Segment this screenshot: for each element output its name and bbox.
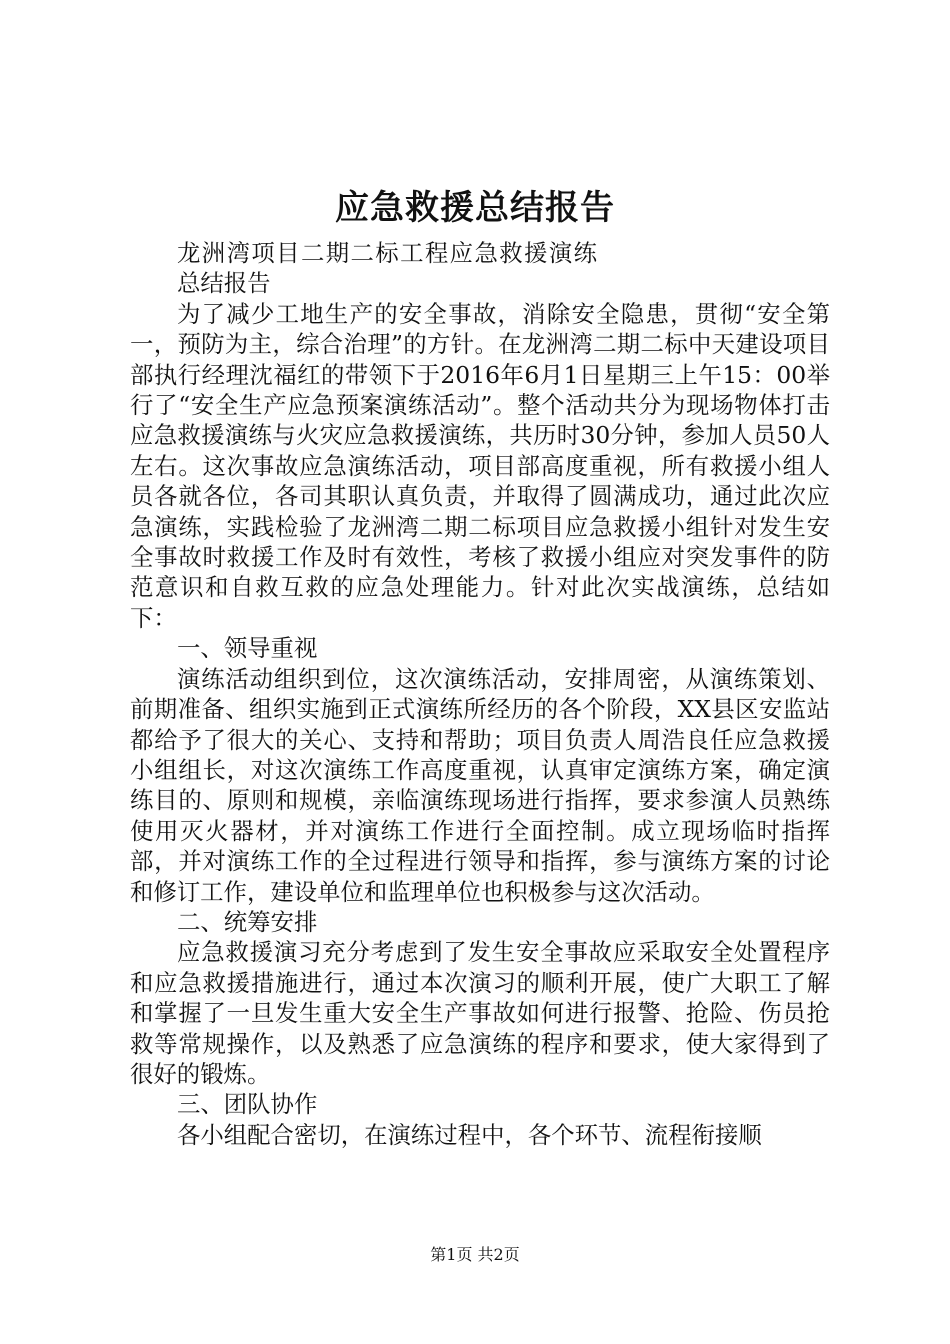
document-title: 应急救援总结报告	[335, 188, 615, 228]
document-subtitle: 龙洲湾项目二期二标工程应急救援演练总结报告	[177, 239, 597, 298]
intro-paragraph: 为了减少工地生产的安全事故，消除安全隐患，贯彻“安全第一，预防为主，综合治理”的方针。在龙洲湾二期二标中天建设项目部执行经理沈福红的带领下于2016年6月1日星期三上午15：00举行了“安全生产应急预案演练活动”。整个活动共分为现场物体打击应急救援演练与火灾应急救援演练，共历时30分钟，参加人员50人左右。这次事故应急演练活动，项目部高度重视，所有救援小组人员各就各位，各司其职认真负责，并取得了圆满成功，通过此次应急演练，实践检验了龙洲湾二期二标项目应急救援小组针对发生安全事故时救援工作及时有效性，考核了救援小组应对突发事件的防范意识和自救互救的应急处理能力。针对此次实战演练，总结如下：	[130, 299, 830, 632]
section-heading-3: 三、团队协作	[177, 1090, 318, 1119]
section-heading-2: 二、统筹安排	[177, 907, 318, 936]
page-footer: 第1页 共2页	[430, 1245, 520, 1264]
section-heading-1: 一、领导重视	[177, 634, 318, 663]
section-paragraph-3: 各小组配合密切，在演练过程中，各个环节、流程衔接顺	[177, 1120, 762, 1149]
section-paragraph-1: 演练活动组织到位，这次演练活动，安排周密，从演练策划、前期准备、组织实施到正式演练所经历的各个阶段，XX县区安监站都给予了很大的关心、支持和帮助；项目负责人周浩良任应急救援小组组长，对这次演练工作高度重视，认真审定演练方案，确定演练目的、原则和规模，亲临演练现场进行指挥，要求参演人员熟练使用灭火器材，并对演练工作进行全面控制。成立现场临时指挥部，并对演练工作的全过程进行领导和指挥，参与演练方案的讨论和修订工作，建设单位和监理单位也积极参与这次活动。	[130, 664, 830, 906]
section-paragraph-2: 应急救援演习充分考虑到了发生安全事故应采取安全处置程序和应急救援措施进行，通过本次演习的顺利开展，使广大职工了解和掌握了一旦发生重大安全生产事故如何进行报警、抢险、伤员抢救等常规操作，以及熟悉了应急演练的程序和要求，使大家得到了很好的锻炼。	[130, 938, 830, 1088]
document-body	[130, 238, 830, 1150]
